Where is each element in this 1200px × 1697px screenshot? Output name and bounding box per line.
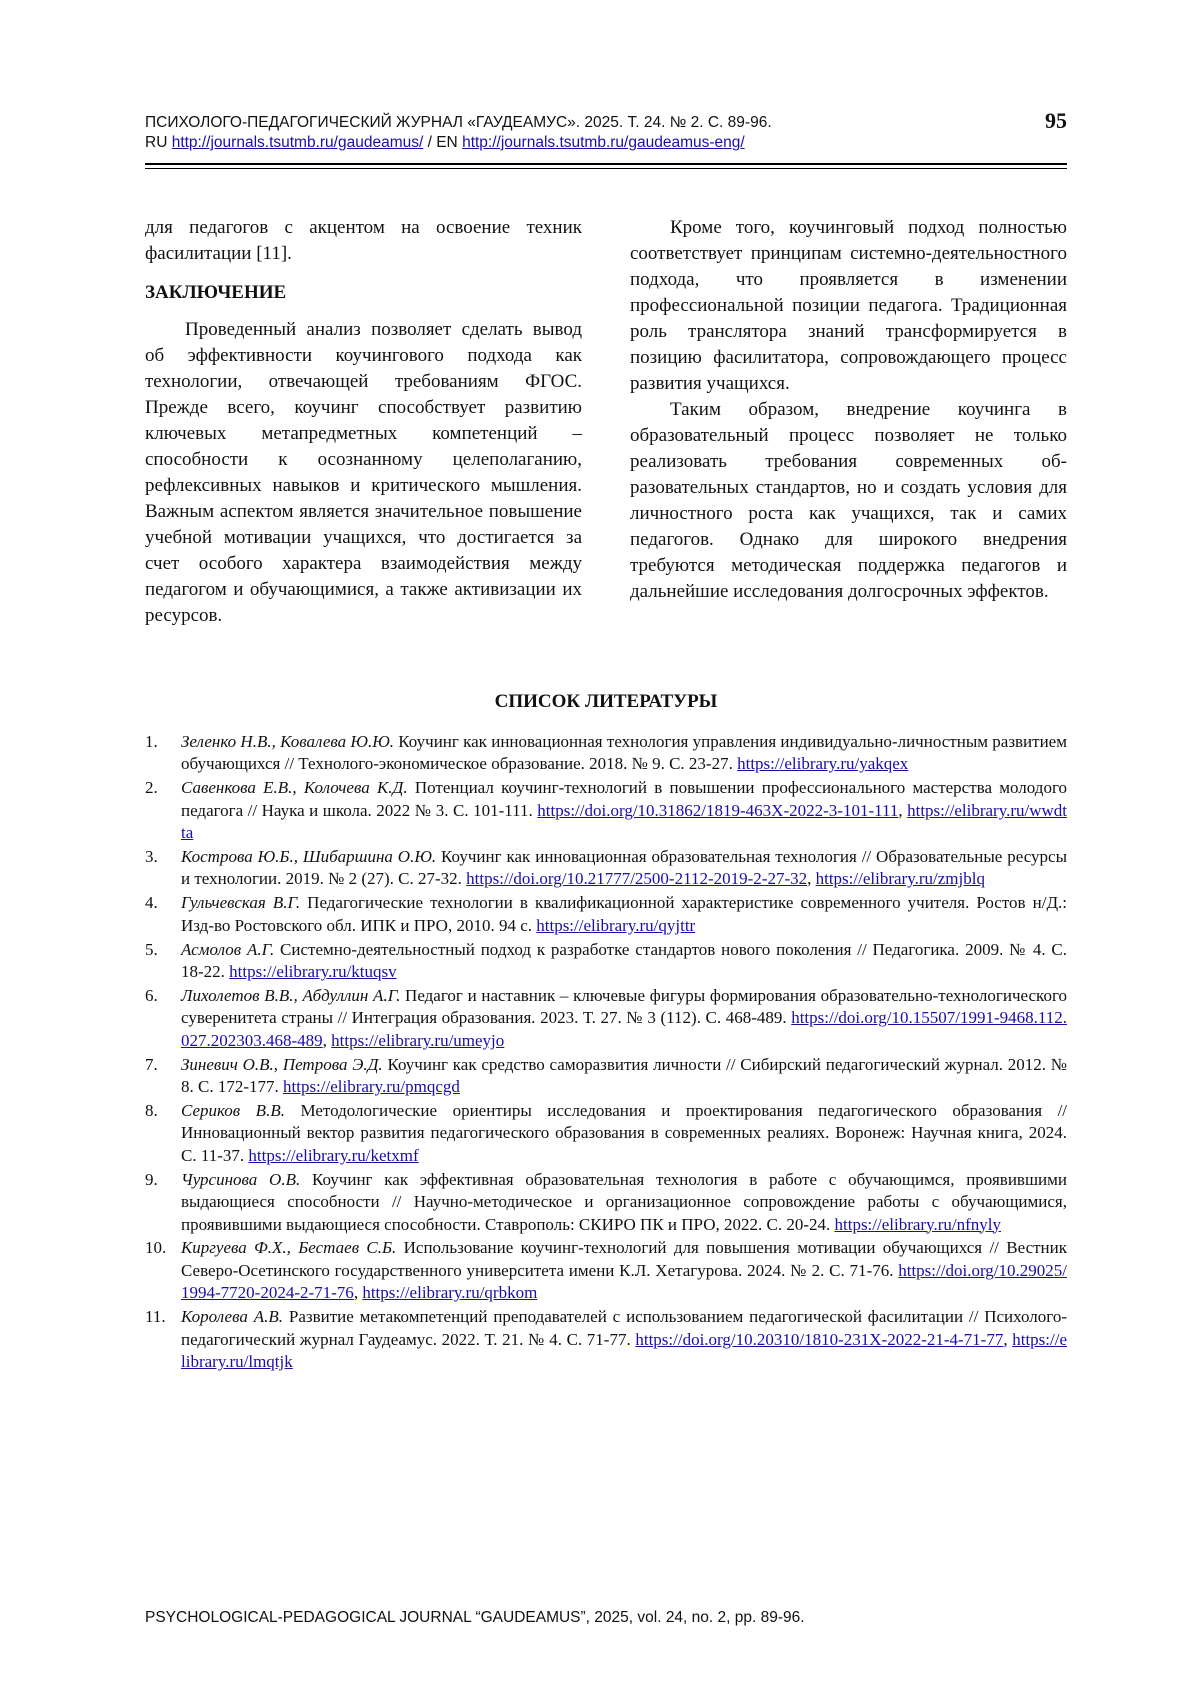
reference-authors: Сериков В.В. [181,1101,285,1120]
reference-item-11 [145,1306,1067,1373]
reference-number: 2. [145,778,158,798]
reference-link[interactable]: https://doi.org/10.20310/1810-231X-2022-21-4-71-77 [635,1329,1004,1349]
reference-authors: Асмолов А.Г. [181,939,275,959]
reference-text: Развитие метакомпетенций преподавателей с использованием педагогической фасилитации // Психолого-педагогический журнал Гаудеамус. 2022. Т. 21. № 4. С. 71-77. [181,1307,1067,1349]
reference-text: Коучинг как инновационная образовательная технология // Образовательные ресурсы и технологии. 2019. № 2 (27). С. 27-32. [181,847,1067,889]
right-column [630,215,1067,605]
reference-link-separator: , [322,1030,332,1050]
reference-text: Методологические ориентиры исследования и проектирования педагогического образования // Инновационный вектор развития педагогического образования в современных реалиях. Воронеж: Научная книга, 2024. С. 11-37. [181,1101,1068,1165]
conclusion-paragraph: Проведенный анализ позволяет сделать вывод об эффективности коучингового подхода как технологии, отвечающей требованиям ФГОС. Прежде всего, коучинг способствует развитию ключевых метапредметных компетенций – способности к осознанному целеполаганию, рефлексивных навыков и критического мышления. Важным аспектом является значительное повышение учебной мотивации учащихся, что достигается за счет особого характера взаимодействия между педагогом и обучающимися, а также активизации их ресурсов. [145,319,582,626]
reference-text: Потенциал коучинг-технологий в повышении профессионального мастерства молодого педагога // Наука и школа. 2022 № 3. С. 101-111. [181,778,1067,820]
reference-link-separator: , [898,800,908,820]
reference-authors: Лихолетов В.В., Абдуллин А.Г. [181,985,401,1005]
reference-authors: Кострова Ю.Б., Шибаршина О.Ю. [181,847,437,867]
reference-link[interactable]: https://elibrary.ru/yakqex [737,754,909,774]
reference-authors: Киргуева Ф.Х., Бестаев С.Б. [181,1238,397,1258]
reference-link-secondary[interactable]: https://elibrary.ru/qrbkom [362,1283,538,1303]
reference-number: 4. [145,893,158,913]
reference-item-9 [145,1169,1067,1236]
reference-link-secondary[interactable]: https://elibrary.ru/zmjblq [815,869,985,889]
reference-link-secondary[interactable]: https://elibrary.ru/wwdtta [181,800,1068,843]
ru-label: RU [145,134,168,151]
reference-link-separator: , [1003,1329,1013,1349]
reference-text: Использование коучинг-технологий для повышения мотивации обучающихся // Вестник Северо-Осетинского государственного университета имени К.Л. Хетагурова. 2024. № 2. С. 71-76. [181,1238,1067,1280]
reference-number: 1. [145,732,158,751]
reference-link-secondary[interactable]: https://elibrary.ru/umeyjo [331,1030,505,1050]
reference-number: 3. [145,847,158,867]
reference-number: 11. [145,1307,166,1327]
reference-link[interactable]: https://elibrary.ru/ketxmf [248,1145,419,1165]
reference-authors: Королева А.В. [181,1307,283,1327]
reference-link[interactable]: https://doi.org/10.31862/1819-463X-2022-3-101-111 [537,800,899,820]
reference-item-6 [145,985,1067,1052]
reference-text: Коучинг как инновационная технология управления индивидуально-личностным развитием обучающихся // Технолого-экономическое образование. 2018. № 9. С. 23-27. [181,732,1067,774]
reference-item-3 [145,846,1067,891]
reference-link[interactable]: https://elibrary.ru/pmqcgd [283,1077,460,1097]
reference-link[interactable]: https://elibrary.ru/qyjttr [536,915,696,935]
reference-text: Педагогические технологии в квалификационной характеристике современного учителя. Ростов н/Д.: Изд-во Ростовского обл. ИПК и ПРО, 2010. 94 с. [181,893,1068,935]
running-footer: PSYCHOLOGICAL-PEDAGOGICAL JOURNAL “GAUDEAMUS”, 2025, vol. 24, no. 2, pp. 89-96. [145,1609,805,1626]
reference-number: 8. [145,1101,158,1120]
reference-text: Коучинг как средство саморазвития личности // Сибирский педагогический журнал. 2012. № 8. С. 172-177. [181,1054,1068,1097]
reference-authors: Чурсинова О.В. [181,1169,301,1189]
reference-list [145,731,1067,1375]
reference-item-8 [145,1100,1067,1167]
reference-authors: Гульчевская В.Г. [181,893,301,913]
references-heading: СПИСОК ЛИТЕРАТУРЫ [494,691,718,712]
reference-number: 6. [145,985,158,1005]
reference-link[interactable]: https://elibrary.ru/ktuqsv [229,962,397,982]
running-header [145,108,1067,153]
header-rule-thin [145,168,1067,169]
reference-item-4 [145,892,1067,937]
reference-number: 10. [145,1238,167,1258]
reference-authors: Зеленко Н.В., Ковалева Ю.Ю. [181,732,395,751]
reference-text: Коучинг как эффективная образовательная технология в работе с обучающимся, проявившими выдающиеся способности // Научно-методическое и организационное сопровождение работы с обучающимися, проявившими выдающиеся способности. Ставрополь: СКИРО ПК и ПРО, 2022. С. 20-24. [181,1169,1067,1234]
right-paragraph-2: Таким образом, внедрение коучинга в образовательный процесс позволяет не только реализовать требования современных образовательных стандартов, но и создать условия для личностного роста как учащихся, так и самих педагогов. Однако для широкого внедрения требуются методическая поддержка педагогов и дальнейшие исследования долгосрочных эффектов. [630,399,1067,602]
ru-journal-link[interactable]: http://journals.tsutmb.ru/gaudeamus/ [171,134,424,151]
journal-urls-line [145,133,1067,153]
reference-link-separator: , [807,869,816,889]
url-separator: / [423,134,437,151]
reference-text: Педагог и наставник – ключевые фигуры формирования образовательно-технологического суверенитета страны // Интеграция образования. 2023. Т. 27. № 3 (112). С. 468-489. [181,985,1067,1028]
right-paragraph-1: Кроме того, коучинговый подход полностью соответствует принципам системно-деятельностного подхода, что проявляется в изменении профессиональной позиции педагога. Традиционная роль транслятора знаний трансформируется в позицию фасилитатора, сопровождающего процесс развития учащихся. [630,217,1067,394]
reference-item-5 [145,939,1067,984]
continued-paragraph: для педагогов с акцентом на освоение техник фасилитации [11]. [145,217,582,264]
en-label: EN [436,134,458,151]
page-number: 95 [1045,108,1067,133]
reference-number: 7. [145,1054,158,1074]
reference-number: 9. [145,1169,158,1189]
reference-item-1 [145,731,1067,776]
reference-link[interactable]: https://elibrary.ru/nfnyly [834,1214,1002,1234]
left-column [145,215,582,629]
reference-link[interactable]: https://doi.org/10.15507/1991-9468.112.027.202303.468-489 [181,1008,1067,1050]
reference-authors: Савенкова Е.В., Колочева К.Д. [181,778,408,798]
en-journal-link[interactable]: http://journals.tsutmb.ru/gaudeamus-eng/ [462,134,745,151]
reference-link-secondary[interactable]: https://elibrary.ru/lmqtjk [181,1329,1068,1371]
reference-link[interactable]: https://doi.org/10.21777/2500-2112-2019-2-27-32 [466,869,808,889]
reference-link-separator: , [353,1283,363,1303]
reference-number: 5. [145,939,158,959]
reference-item-10 [145,1237,1067,1304]
reference-text: Системно-деятельностный подход к разработке стандартов нового поколения // Педагогика. 2009. № 4. С. 18-22. [181,939,1067,982]
journal-citation-line: ПСИХОЛОГО-ПЕДАГОГИЧЕСКИЙ ЖУРНАЛ «ГАУДЕАМУС». 2025. Т. 24. № 2. С. 89-96. [145,114,772,131]
reference-link[interactable]: https://doi.org/10.29025/1994-7720-2024-2-71-76 [181,1260,1067,1303]
header-rule-thick [145,163,1067,165]
reference-item-2 [145,777,1067,844]
conclusion-heading: ЗАКЛЮЧЕНИЕ [145,282,287,303]
reference-item-7 [145,1054,1067,1099]
reference-authors: Зиневич О.В., Петрова Э.Д. [181,1054,383,1074]
